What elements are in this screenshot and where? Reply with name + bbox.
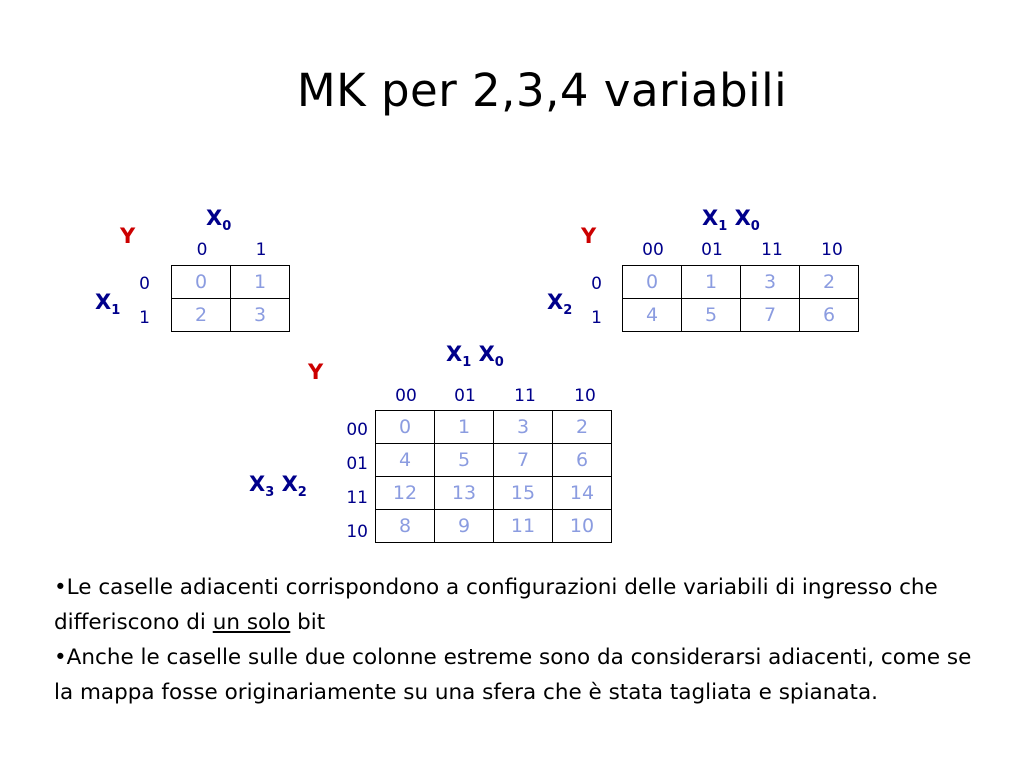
map4-col-variables: $X_1$ $X_0$ bbox=[446, 342, 504, 370]
bullet-list bbox=[54, 570, 974, 710]
map4-row-variables: $X_3$ $X_2$ bbox=[249, 472, 307, 500]
map3-col-header: 01 bbox=[701, 240, 723, 260]
map4-cell: 14 bbox=[553, 477, 612, 510]
map3-cell: 5 bbox=[682, 299, 741, 332]
map4-cell: 4 bbox=[376, 444, 435, 477]
map4-cell: 7 bbox=[494, 444, 553, 477]
map4-col-header: 10 bbox=[574, 386, 596, 406]
bullet-adjacent-cells: •Le caselle adiacenti corrispondono a configurazioni delle variabili di ingresso che differiscono di un solo bit bbox=[54, 575, 938, 635]
slide-title: MK per 2,3,4 variabili bbox=[296, 64, 788, 117]
map3-col-header: 11 bbox=[761, 240, 783, 260]
map2-cell: 2 bbox=[172, 299, 231, 332]
map2-row-header: 1 bbox=[139, 308, 150, 328]
map2-col-variable: $X_0$ bbox=[206, 206, 232, 234]
map3-cell: 0 bbox=[623, 266, 682, 299]
map4-cell: 13 bbox=[435, 477, 494, 510]
map4-cell: 6 bbox=[553, 444, 612, 477]
map3-row-header: 1 bbox=[591, 308, 602, 328]
map2-row-header: 0 bbox=[139, 274, 150, 294]
map4-cell: 11 bbox=[494, 510, 553, 543]
map3-cell: 2 bbox=[800, 266, 859, 299]
map3-col-header: 00 bbox=[642, 240, 664, 260]
map3-cell: 4 bbox=[623, 299, 682, 332]
map2-grid bbox=[171, 265, 290, 332]
map3-cell: 7 bbox=[741, 299, 800, 332]
map4-cell: 0 bbox=[376, 411, 435, 444]
map4-cell: 1 bbox=[435, 411, 494, 444]
map3-output-label: Y bbox=[581, 224, 597, 248]
map3-cell: 1 bbox=[682, 266, 741, 299]
map3-cell: 3 bbox=[741, 266, 800, 299]
map4-cell: 12 bbox=[376, 477, 435, 510]
map3-col-variables: $X_1$ $X_0$ bbox=[702, 206, 760, 234]
map2-row-variable: $X_1$ bbox=[95, 290, 121, 318]
map3-cell: 6 bbox=[800, 299, 859, 332]
map2-col-header: 0 bbox=[196, 240, 208, 260]
map4-row-header: 11 bbox=[346, 488, 368, 508]
bullet-extreme-columns: •Anche le caselle sulle due colonne estreme sono da considerarsi adiacenti, come se la mappa fosse originariamente su una sfera che è stata tagliata e spianata. bbox=[54, 645, 972, 705]
map4-row-header: 10 bbox=[346, 522, 368, 542]
map4-cell: 9 bbox=[435, 510, 494, 543]
map4-cell: 15 bbox=[494, 477, 553, 510]
map2-col-header: 1 bbox=[255, 240, 267, 260]
map4-grid bbox=[375, 410, 612, 543]
underlined-emphasis: un solo bbox=[212, 610, 291, 635]
map4-cell: 3 bbox=[494, 411, 553, 444]
map3-row-header: 0 bbox=[591, 274, 602, 294]
map4-col-header: 11 bbox=[514, 386, 536, 406]
map4-cell: 2 bbox=[553, 411, 612, 444]
map3-row-variable: $X_2$ bbox=[547, 290, 573, 318]
map4-cell: 8 bbox=[376, 510, 435, 543]
map4-row-header: 00 bbox=[346, 420, 368, 440]
map2-cell: 1 bbox=[231, 266, 290, 299]
map4-col-header: 00 bbox=[395, 386, 417, 406]
map4-output-label: Y bbox=[308, 360, 324, 384]
map4-cell: 10 bbox=[553, 510, 612, 543]
map2-cell: 0 bbox=[172, 266, 231, 299]
map4-cell: 5 bbox=[435, 444, 494, 477]
map2-output-label: Y bbox=[120, 224, 136, 248]
map2-cell: 3 bbox=[231, 299, 290, 332]
map4-row-header: 01 bbox=[346, 454, 368, 474]
map3-grid bbox=[622, 265, 859, 332]
map4-col-header: 01 bbox=[454, 386, 476, 406]
map3-col-header: 10 bbox=[821, 240, 843, 260]
